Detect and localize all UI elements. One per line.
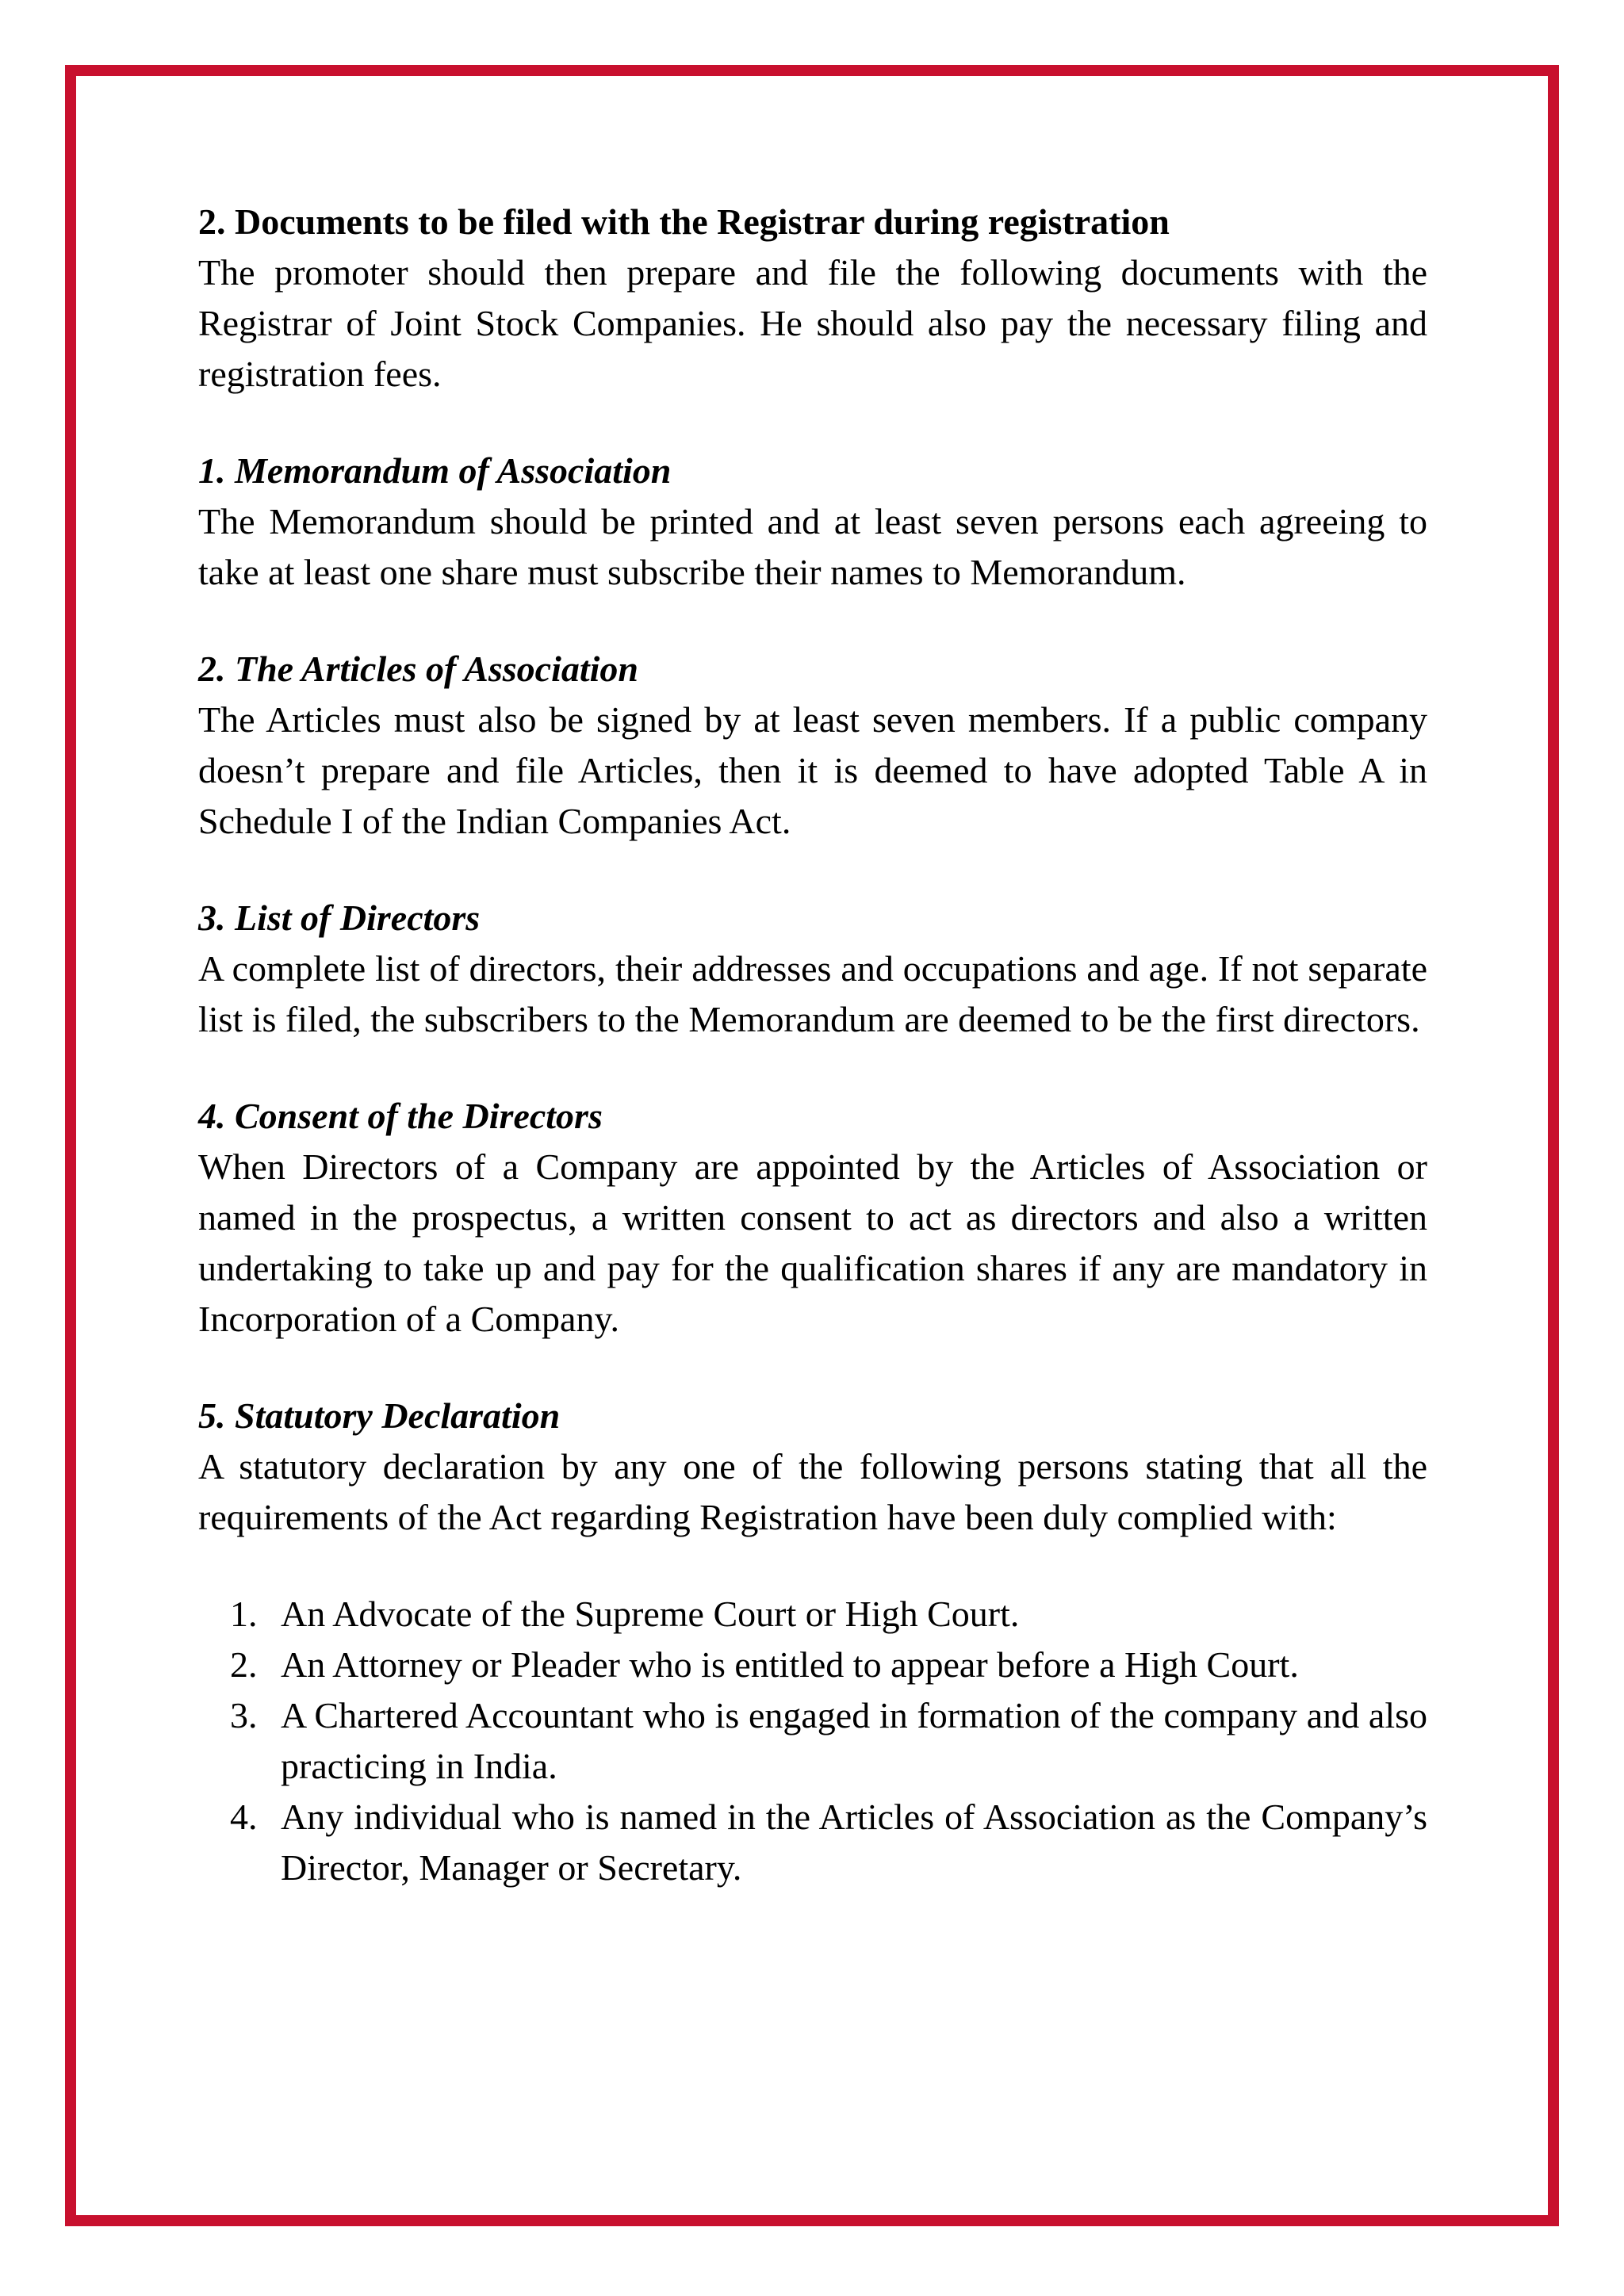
section-articles <box>198 644 1427 847</box>
section-body: A statutory declaration by any one of the following persons stating that all the requirements of the Act regarding Registration have been duly complied with: <box>198 1446 1427 1537</box>
list-item-number: 2. <box>230 1644 258 1685</box>
section-body: A complete list of directors, their addresses and occupations and age. If not separate list is filed, the subscribers to the Memorandum are deemed to be the first directors. <box>198 948 1427 1039</box>
section-statutory-declaration <box>198 1391 1427 1543</box>
section-title: 2. The Articles of Association <box>198 649 638 689</box>
section-title: 4. Consent of the Directors <box>198 1096 603 1136</box>
section-memorandum <box>198 446 1427 598</box>
section-body: The Memorandum should be printed and at least seven persons each agreeing to take at least one share must subscribe their names to Memorandum. <box>198 501 1427 592</box>
list-item-text: An Attorney or Pleader who is entitled to appear before a High Court. <box>281 1644 1299 1685</box>
list-item <box>198 1792 1427 1893</box>
section-title: 5. Statutory Declaration <box>198 1395 561 1436</box>
list-item-text: Any individual who is named in the Articles of Association as the Company’s Director, Manager or Secretary. <box>281 1797 1427 1888</box>
list-item <box>198 1640 1427 1690</box>
intro-paragraph: The promoter should then prepare and file the following documents with the Registrar of Joint Stock Companies. He should also pay the necessary filing and registration fees. <box>198 252 1427 394</box>
section-title: 1. Memorandum of Association <box>198 450 672 491</box>
section-list-of-directors <box>198 893 1427 1045</box>
section-body: The Articles must also be signed by at least seven members. If a public company doesn’t prepare and file Articles, then it is deemed to have adopted Table A in Schedule I of the Indian Companies Act. <box>198 699 1427 841</box>
declaration-list <box>198 1589 1427 1893</box>
document-body <box>198 197 1427 1893</box>
list-item-text: A Chartered Accountant who is engaged in formation of the company and also practicing in India. <box>281 1695 1427 1786</box>
list-item-number: 1. <box>230 1594 258 1634</box>
list-item-text: An Advocate of the Supreme Court or High Court. <box>281 1594 1020 1634</box>
list-item-number: 4. <box>230 1797 258 1837</box>
section-consent-of-directors <box>198 1091 1427 1345</box>
section-title: 3. List of Directors <box>198 897 481 938</box>
main-heading: 2. Documents to be filed with the Registrar during registration <box>198 201 1170 242</box>
list-item <box>198 1589 1427 1640</box>
list-item-number: 3. <box>230 1695 258 1735</box>
list-item <box>198 1690 1427 1792</box>
section-body: When Directors of a Company are appointed by the Articles of Association or named in the prospectus, a written consent to act as directors and also a written undertaking to take up and pay for the qualification shares if any are mandatory in Incorporation of a Company. <box>198 1146 1427 1339</box>
